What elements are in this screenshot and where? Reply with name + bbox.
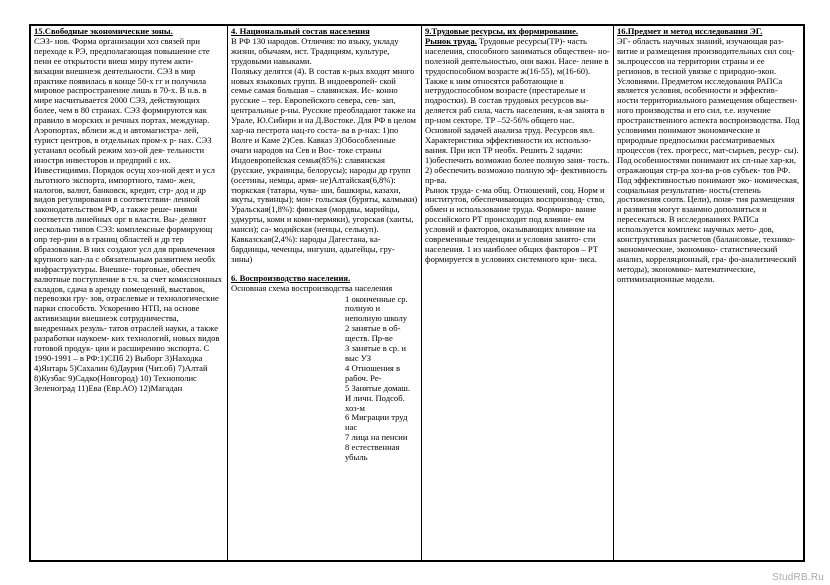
schema-item: 2 занятые в об- ществ. Пр-ве bbox=[345, 323, 401, 344]
reproduction-schema bbox=[231, 295, 418, 463]
schema-item: 6 Миграции труд нас bbox=[345, 412, 408, 433]
schema-item: 7 лица на пенсии bbox=[345, 432, 408, 443]
section-text: Рынок труда- с-ма общ. Отношений, соц. Норм и институтов, обеспечивающих воспроизвод- ство, обмен и использование труда. Формиро- вание российского РТ происходит под влияни- ем условий и факторов, оказывающих влияние на современные тенденции и условия занято- сти населения. 1 из наиболее общих факторов – РТ формируется в условиях системного кри- зиса. bbox=[425, 184, 605, 264]
section-title: 9.Трудовые ресурсы, их формирование. bbox=[425, 26, 579, 36]
column-labor-resources bbox=[421, 26, 613, 560]
section-lead-text: Трудовые ресурсы(ТР)- часть населения, способного заниматься обществен- но-полезной деятельностью, они важн. Насе- ление в трудоспособном возрасте ж(16-55), м(16-60). Также к ним относятся работающие в нетрудоспособном возрасте (престарелые и подростки). В состав трудовых ресурсов вы- деляется раб сила, часть населения, к-ая занята в пр-ном секторе. ТР –52-56% общего нас. Основной задачей анализа труд. Ресурсов явл. Характеристика эффективности их использо- вания. При исп ТР необх. Решить 2 задачи: 1)обеспечить возможно более полную заня- тость. 2) обеспечить возможно полную эф- фективность пр-ва. bbox=[425, 35, 610, 185]
column-national-composition bbox=[227, 26, 421, 560]
section-text: ЭГ- область научных знаний, изучающая раз- витие и размещения производительных сил соц-эк.процессов на территории страны и ее регионов, в тесной увязке с природно-экон. Условиями. Предметом исследования РАПСа является условия, особенности и эффектив- ности территориального размещения обществен- ного производства и его сил, т.е. изучение пространственного аспекта воспроизводства. Под условиями понимают экономические и природные предпосылки рассматриваемых процессов (тех. прогресс, мат-сырьев, ресур- сы). Под особенностями понимают их сп-ные хар-ки, отражающая стр-ра хоз-ва р-ов субъек- тов РФ. Под эффективностью понимают эко- номическая, социальная результатив- ность(степень достижения соотв. Цели), поня- тия размещения и развития могут взаимно дополняться и пересекаться. В исследованиях РАПСа используется комплекс научных мето- дов, конструктивных расчетов (балансовые, технико-экономические, экономико- статистический анализ, корреляционный, гра- фо-аналитический методы), экономико- математические, оптимизационные модели. bbox=[617, 35, 800, 284]
schema-left bbox=[231, 295, 339, 463]
site-watermark: StudRB.Ru bbox=[772, 572, 824, 583]
section-title: 4. Национальный состав населения bbox=[231, 26, 370, 36]
section-lead: Рынок труда. bbox=[425, 35, 477, 46]
schema-item: 3 занятые в ср. и выс УЗ bbox=[345, 343, 406, 363]
schema-item: 4 Отношения в рабоч. Ре- bbox=[345, 362, 401, 383]
schema-item: 1 оконченные ср. полную и неполную школу bbox=[345, 293, 408, 324]
section-text: СЭЗ- нов. Форма организации хоз связей при переходе к РЭ, предполагающая повышение сте пени ее открытости внеш миру путем акти- визации внешнеэк деятельности. СЭЗ в мир практике появилась в конце 50-х гг и получила мировое распространение лишь в 70-х. В н.в. в мире насчитывается 2000 СЭЗ, действующих более, чем в 80 странах. СЭЗ формируются как правило в морских и речных портах, междунар. Аэропортах, вблизи ж.д и автомагистра- лей, турист центров, в отдельных пром-х р- нах. СЭЗ устанавл особый режим хоз-ой дея- тельности инострв инвесторов и предприй с их. Инвестициями. Порядок осущ хоз-ной деят и усл льготного экспорта, импортного, тамо- жен, налогов, валют, банковск, кредит, стр- дод и др видов регулирования в соответствии- ленной законодательством РФ, а также реше- ниями соответств линейных орг в власти. Вы- деляют несколько типов СЭЗ: комплексные формирующ опр тер-рии в в границ областей и др тер образования. В них создают усл для привлечения крупного кап-ла с обязательным развитием необх инфраструктуры. Внешне- торговые, обеспеч валютные поступление в т.ч. за счет комиссионных складов, сдача в аренду помещений, выставок, перевозки гру- зов, отраслевые и технологические парки способств. Ускорению НТП, на основе активизации внешнеэк сотрудничества, внедренных резуль- татов отраслей науки, а также разработки наукоем- ких технологий, новых видов готовой продук- ции и расширению экспорта. С 1990-1991 – в РФ:1)СПб 2) Выборг 3)Находка 4)Янтарь 5)Сахалин 6)Даурия (Чит.об) 7)Алтай 8)Кузбас 9)Садко(Новгород) 10) Технополис Зеленоград 11)Ева (Евр.АО) 12)Магадан bbox=[34, 35, 223, 393]
section-title: 16.Предмет и метод исследования ЭГ. bbox=[617, 26, 763, 36]
schema-list bbox=[339, 295, 417, 463]
schema-label: Основная схема воспроизводства населения bbox=[231, 282, 393, 293]
section-text: В РФ 130 народов. Отличия: по языку, укладу жизни, обычаям, ист. Традициям, культуре, трудовыми навыками. bbox=[231, 35, 399, 66]
column-economic-geography bbox=[613, 26, 803, 560]
column-free-economic-zones bbox=[31, 26, 227, 560]
section-subtitle: 6. Воспроизводство населения. bbox=[231, 272, 351, 283]
schema-item: 8 естественная убыль bbox=[345, 442, 400, 463]
section-text bbox=[425, 37, 610, 186]
schema-item: 5 Занятые домаш. И личн. Подсоб. хоз-м bbox=[345, 382, 411, 413]
section-text: Поляьку делятся (4). В состав к-рых входят много новых языковых групп. В индоевропей- ской семье самая большая – славянская. Ис- конно русские – тер. Европейского севера, сев- зап, центральные р-ны. Русские преобладают также на Урале, Ю.Сибири и на Д.Востоке. Для РФ в целом хар-на пестрота нац-го соста- ва в р-нах: 1)по Волге и Каме 2)Сев. Кавказ 3)Обособленные очаги народов на Сев и Вос- токе страны Индоевропейская семья(85%): славянская (русские, украинцы, белорусы); народы др групп (осетины, немцы, армя- не)Алтайская(6,8%): тюркская (татары, чува- ши, башкиры, казахи, якуты, тувинцы); мон- гольская (буряты, калмыки) Уральская(1,8%): финская (мордвы, марийцы, удмурты, коми и коми-пермяки), угорская (ханты, манси); са- модийская (ненцы, селькуп). Кавказская(2,4%): народы Дагестана, ка- бардинцы, чеченцы, ингуши, адыгейцы, гру- зины) bbox=[231, 65, 418, 264]
section-title: 15.Свободные экономические зоны. bbox=[34, 26, 173, 36]
document-table bbox=[29, 24, 805, 562]
